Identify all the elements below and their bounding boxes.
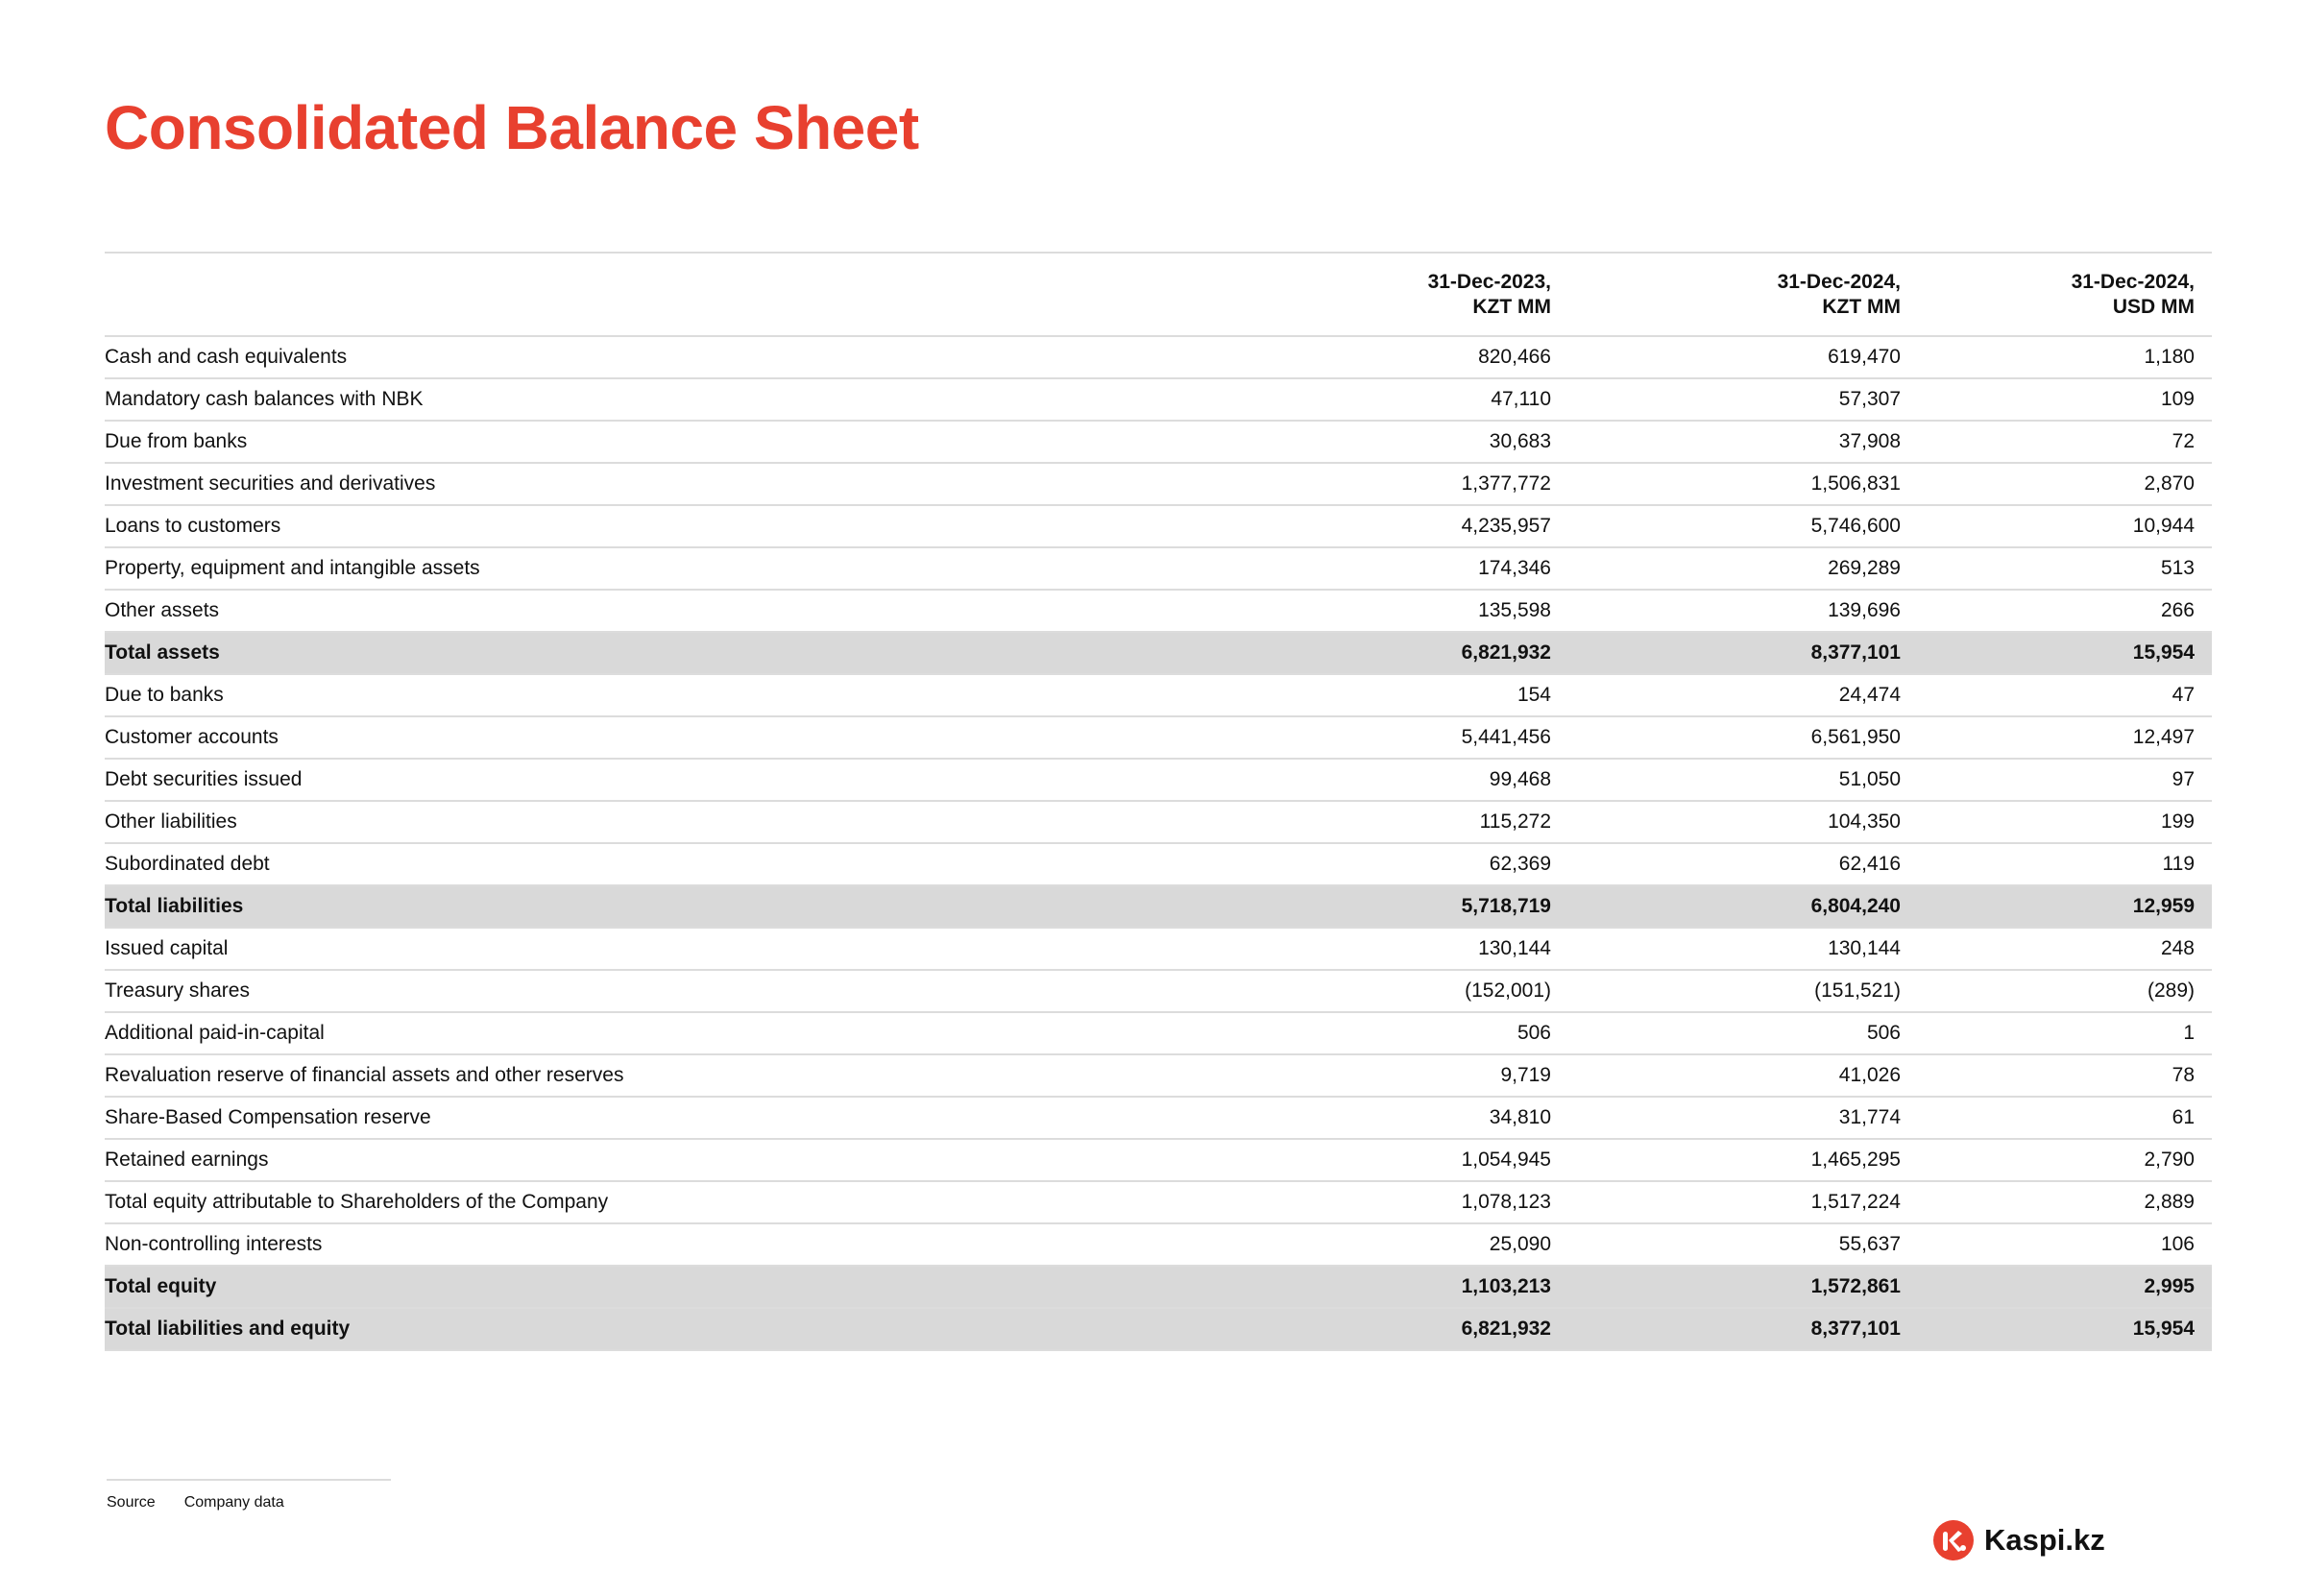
row-value: 199: [1918, 801, 2212, 843]
table-row: [105, 1181, 2212, 1223]
table-row: [105, 1097, 2212, 1139]
table-row: [105, 928, 2212, 970]
column-header-unit: USD MM: [2112, 295, 2195, 318]
table-row: [105, 759, 2212, 801]
row-label: Subordinated debt: [105, 843, 1166, 885]
row-value: 104,350: [1568, 801, 1918, 843]
table-row: [105, 336, 2212, 378]
page-title: Consolidated Balance Sheet: [105, 93, 919, 162]
table-row: [105, 590, 2212, 632]
row-label: Issued capital: [105, 928, 1166, 970]
column-header-kzt-2023: [1166, 253, 1568, 336]
row-value: 78: [1918, 1054, 2212, 1097]
row-value: 1,078,123: [1166, 1181, 1568, 1223]
table-row: [105, 1139, 2212, 1181]
row-value: 55,637: [1568, 1223, 1918, 1266]
table-total-row: [105, 1308, 2212, 1350]
table-total-row: [105, 1266, 2212, 1308]
table-row: [105, 843, 2212, 885]
row-value: 1,180: [1918, 336, 2212, 378]
source-value: Company data: [183, 1494, 284, 1511]
row-label: Total equity attributable to Shareholders of the Company: [105, 1181, 1166, 1223]
column-header-date: 31-Dec-2024,: [1777, 270, 1901, 293]
table-row: [105, 421, 2212, 463]
row-label: Share-Based Compensation reserve: [105, 1097, 1166, 1139]
table-row: [105, 378, 2212, 421]
row-label: Customer accounts: [105, 716, 1166, 759]
row-value: 5,718,719: [1166, 885, 1568, 928]
row-value: 106: [1918, 1223, 2212, 1266]
brand-name: Kaspi.kz: [1984, 1523, 2105, 1557]
row-label: Total liabilities: [105, 885, 1166, 928]
row-value: 1,517,224: [1568, 1181, 1918, 1223]
row-value: 154: [1166, 674, 1568, 716]
row-label: Due to banks: [105, 674, 1166, 716]
row-value: 10,944: [1918, 505, 2212, 547]
row-value: 1,054,945: [1166, 1139, 1568, 1181]
header-label-cell: [105, 253, 1166, 336]
row-value: 99,468: [1166, 759, 1568, 801]
row-value: 25,090: [1166, 1223, 1568, 1266]
row-value: 1: [1918, 1012, 2212, 1054]
row-value: 47,110: [1166, 378, 1568, 421]
row-value: 12,497: [1918, 716, 2212, 759]
row-value: 34,810: [1166, 1097, 1568, 1139]
row-value: 266: [1918, 590, 2212, 632]
row-value: 2,870: [1918, 463, 2212, 505]
table-row: [105, 716, 2212, 759]
column-header-unit: KZT MM: [1472, 295, 1551, 318]
source-note: [107, 1479, 391, 1511]
table-header: [105, 253, 2212, 336]
row-value: 1,103,213: [1166, 1266, 1568, 1308]
row-value: 174,346: [1166, 547, 1568, 590]
row-value: 61: [1918, 1097, 2212, 1139]
column-header-date: 31-Dec-2024,: [2071, 270, 2195, 293]
row-value: 5,746,600: [1568, 505, 1918, 547]
row-label: Investment securities and derivatives: [105, 463, 1166, 505]
row-value: 269,289: [1568, 547, 1918, 590]
row-label: Other liabilities: [105, 801, 1166, 843]
table-row: [105, 674, 2212, 716]
row-value: 31,774: [1568, 1097, 1918, 1139]
header-row: [105, 253, 2212, 336]
row-value: 5,441,456: [1166, 716, 1568, 759]
row-label: Treasury shares: [105, 970, 1166, 1012]
row-value: 8,377,101: [1568, 632, 1918, 674]
row-value: 139,696: [1568, 590, 1918, 632]
row-value: 135,598: [1166, 590, 1568, 632]
column-header-kzt-2024: [1568, 253, 1918, 336]
table-row: [105, 970, 2212, 1012]
row-value: (289): [1918, 970, 2212, 1012]
column-header-unit: KZT MM: [1822, 295, 1901, 318]
row-value: 41,026: [1568, 1054, 1918, 1097]
row-label: Loans to customers: [105, 505, 1166, 547]
row-value: 2,790: [1918, 1139, 2212, 1181]
row-label: Mandatory cash balances with NBK: [105, 378, 1166, 421]
row-value: 62,369: [1166, 843, 1568, 885]
table-row: [105, 505, 2212, 547]
table-body: [105, 336, 2212, 1350]
row-value: 47: [1918, 674, 2212, 716]
row-value: 62,416: [1568, 843, 1918, 885]
row-label: Retained earnings: [105, 1139, 1166, 1181]
row-value: 130,144: [1568, 928, 1918, 970]
table-total-row: [105, 885, 2212, 928]
row-value: 15,954: [1918, 1308, 2212, 1350]
row-value: 30,683: [1166, 421, 1568, 463]
table-row: [105, 801, 2212, 843]
row-value: (151,521): [1568, 970, 1918, 1012]
row-value: 6,561,950: [1568, 716, 1918, 759]
row-value: 248: [1918, 928, 2212, 970]
balance-sheet-table: [105, 252, 2212, 1351]
row-value: 24,474: [1568, 674, 1918, 716]
row-value: 51,050: [1568, 759, 1918, 801]
row-label: Non-controlling interests: [105, 1223, 1166, 1266]
column-header-date: 31-Dec-2023,: [1427, 270, 1551, 293]
row-value: 1,572,861: [1568, 1266, 1918, 1308]
row-value: 2,995: [1918, 1266, 2212, 1308]
row-value: 506: [1568, 1012, 1918, 1054]
row-label: Due from banks: [105, 421, 1166, 463]
row-value: 115,272: [1166, 801, 1568, 843]
row-value: 6,821,932: [1166, 1308, 1568, 1350]
row-value: 513: [1918, 547, 2212, 590]
row-label: Other assets: [105, 590, 1166, 632]
row-label: Revaluation reserve of financial assets and other reserves: [105, 1054, 1166, 1097]
row-value: 6,804,240: [1568, 885, 1918, 928]
row-label: Total liabilities and equity: [105, 1308, 1166, 1350]
row-value: 506: [1166, 1012, 1568, 1054]
row-value: (152,001): [1166, 970, 1568, 1012]
row-value: 619,470: [1568, 336, 1918, 378]
row-value: 8,377,101: [1568, 1308, 1918, 1350]
column-header-usd-2024: [1918, 253, 2212, 336]
row-label: Property, equipment and intangible assets: [105, 547, 1166, 590]
row-value: 1,506,831: [1568, 463, 1918, 505]
row-value: 2,889: [1918, 1181, 2212, 1223]
row-value: 119: [1918, 843, 2212, 885]
row-value: 37,908: [1568, 421, 1918, 463]
table-row: [105, 1012, 2212, 1054]
row-value: 1,377,772: [1166, 463, 1568, 505]
row-label: Additional paid-in-capital: [105, 1012, 1166, 1054]
kaspi-logo-icon: [1932, 1519, 1975, 1561]
balance-sheet-table-container: [105, 252, 2212, 1351]
row-value: 57,307: [1568, 378, 1918, 421]
brand-logo: [1932, 1519, 2105, 1561]
source-label: Source: [107, 1494, 156, 1511]
table-row: [105, 1223, 2212, 1266]
row-label: Total assets: [105, 632, 1166, 674]
row-value: 1,465,295: [1568, 1139, 1918, 1181]
table-row: [105, 547, 2212, 590]
row-value: 12,959: [1918, 885, 2212, 928]
row-value: 130,144: [1166, 928, 1568, 970]
row-value: 6,821,932: [1166, 632, 1568, 674]
row-value: 15,954: [1918, 632, 2212, 674]
row-value: 109: [1918, 378, 2212, 421]
row-value: 97: [1918, 759, 2212, 801]
row-value: 820,466: [1166, 336, 1568, 378]
table-row: [105, 463, 2212, 505]
row-label: Total equity: [105, 1266, 1166, 1308]
row-value: 9,719: [1166, 1054, 1568, 1097]
table-row: [105, 1054, 2212, 1097]
table-total-row: [105, 632, 2212, 674]
row-label: Cash and cash equivalents: [105, 336, 1166, 378]
row-value: 4,235,957: [1166, 505, 1568, 547]
row-value: 72: [1918, 421, 2212, 463]
row-label: Debt securities issued: [105, 759, 1166, 801]
